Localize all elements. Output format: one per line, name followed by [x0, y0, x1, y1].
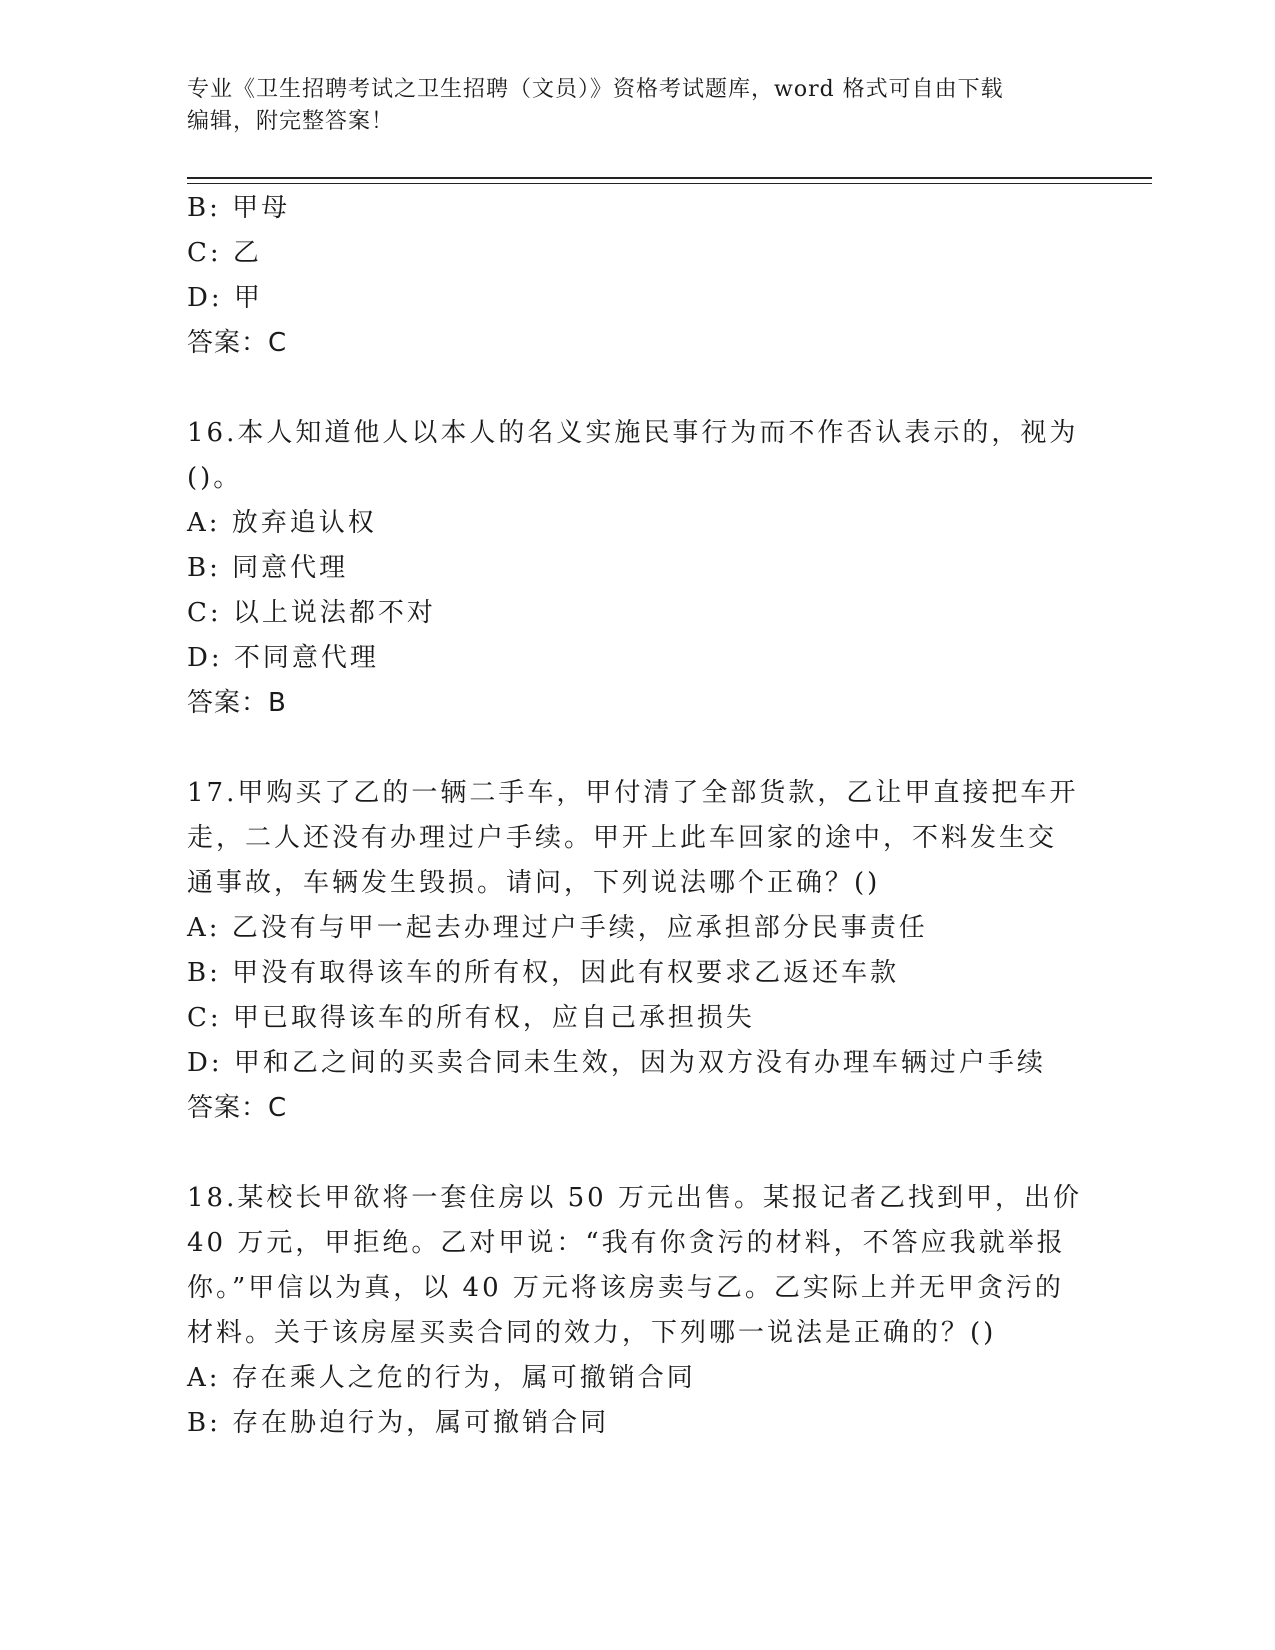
question-text-line: 16.本人知道他人以本人的名义实施民事行为而不作否认表示的，视为	[187, 418, 1079, 448]
question-text-line: 17.甲购买了乙的一辆二手车，甲付清了全部货款，乙让甲直接把车开	[187, 778, 1079, 808]
question-text-line: 走，二人还没有办理过户手续。甲开上此车回家的途中，不料发生交	[187, 823, 1058, 853]
question-17	[187, 771, 1087, 1131]
question-content	[187, 186, 1087, 1446]
question-text-line: 40 万元，甲拒绝。乙对甲说：“我有你贪污的材料，不答应我就举报	[187, 1228, 1066, 1258]
option-b: B: 甲母	[187, 193, 291, 223]
header-line-1: 专业《卫生招聘考试之卫生招聘（文员）》资格考试题库，word 格式可自由下载	[187, 77, 1004, 102]
question-text-line: 18.某校长甲欲将一套住房以 50 万元出售。某报记者乙找到甲，出价	[187, 1183, 1082, 1213]
page-header	[187, 74, 1087, 138]
question-text-line: 材料。关于该房屋买卖合同的效力，下列哪一说法是正确的？()	[187, 1318, 997, 1348]
answer-line: 答案：B	[187, 688, 287, 718]
question-text-line: ()。	[187, 463, 243, 493]
option-b: B: 存在胁迫行为，属可撤销合同	[187, 1408, 610, 1438]
previous-question-tail	[187, 186, 1087, 366]
answer-line: 答案：C	[187, 1093, 288, 1123]
header-divider-thick	[187, 177, 1152, 179]
option-b: B: 甲没有取得该车的所有权，因此有权要求乙返还车款	[187, 958, 900, 988]
option-d: D: 甲和乙之间的买卖合同未生效，因为双方没有办理车辆过户手续	[187, 1048, 1046, 1078]
question-16	[187, 411, 1087, 726]
option-a: A: 放弃追认权	[187, 508, 377, 538]
answer-line: 答案：C	[187, 328, 288, 358]
question-text-line: 你。”甲信以为真，以 40 万元将该房卖与乙。乙实际上并无甲贪污的	[187, 1273, 1064, 1303]
option-b: B: 同意代理	[187, 553, 349, 583]
option-c: C: 甲已取得该车的所有权，应自己承担损失	[187, 1003, 755, 1033]
option-a: A: 存在乘人之危的行为，属可撤销合同	[187, 1363, 696, 1393]
question-18	[187, 1176, 1087, 1446]
option-c: C: 以上说法都不对	[187, 598, 436, 628]
question-text-line: 通事故，车辆发生毁损。请问，下列说法哪个正确？()	[187, 868, 881, 898]
header-line-2: 编辑，附完整答案！	[187, 109, 395, 134]
option-c: C: 乙	[187, 238, 262, 268]
option-d: D: 甲	[187, 283, 263, 313]
option-d: D: 不同意代理	[187, 643, 379, 673]
option-a: A: 乙没有与甲一起去办理过户手续，应承担部分民事责任	[187, 913, 928, 943]
header-divider-thin	[187, 183, 1152, 184]
